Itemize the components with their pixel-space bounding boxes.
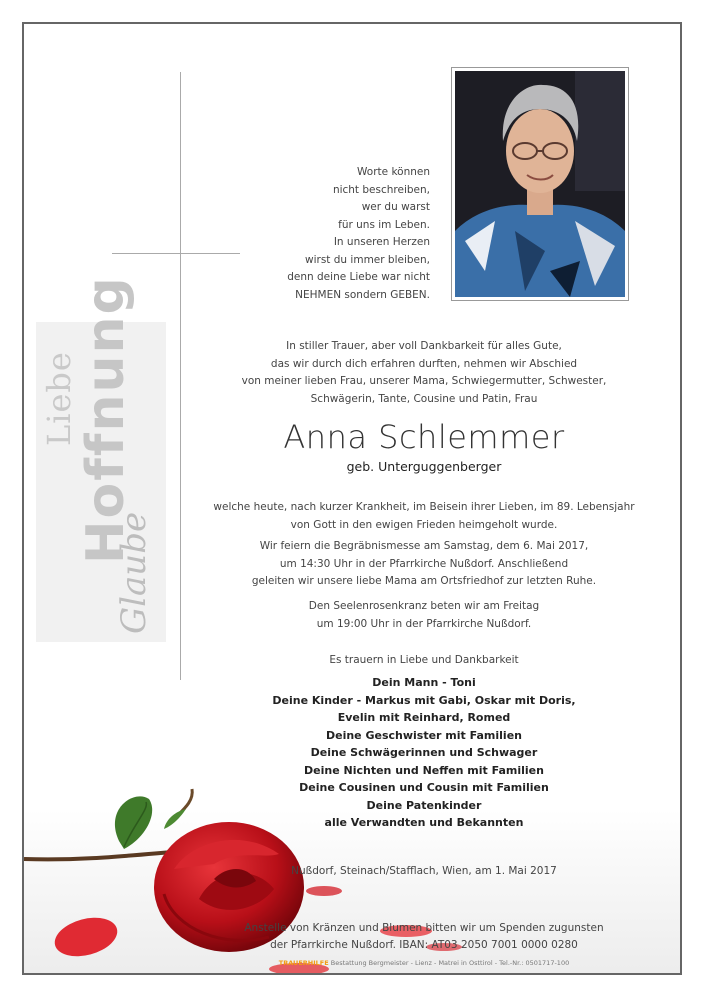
relatives-list	[184, 674, 664, 832]
relative-line: Deine Geschwister mit Familien	[325, 728, 522, 742]
word-hoffnung: Hoffnung	[76, 275, 136, 564]
footer	[184, 959, 664, 967]
poem-line: denn deine Liebe war nicht	[287, 271, 430, 283]
born-name: geb. Unterguggenberger	[346, 459, 502, 474]
relative-line: Evelin mit Reinhard, Romed	[337, 711, 511, 724]
footer-text: Bestattung Bergmeister - Lienz - Matrei in Osttirol - Tel.-Nr.: 0501717-100	[330, 959, 570, 967]
relative-line: Deine Nichten und Neffen mit Familien	[304, 763, 544, 777]
rosary-line: um 19:00 Uhr in der Pfarrkirche Nußdorf.	[316, 617, 532, 630]
intro-line: von meiner lieben Frau, unserer Mama, Schwiegermutter, Schwester,	[241, 375, 607, 387]
portrait-photo	[451, 67, 629, 301]
mourners-intro: Es trauern in Liebe und Dankbarkeit	[329, 654, 519, 666]
footer-brand-b: HILFE	[307, 959, 329, 967]
cross-vertical-line	[180, 72, 181, 680]
intro-line: In stiller Trauer, aber voll Dankbarkeit für alles Gute,	[286, 340, 562, 352]
poem	[264, 164, 430, 304]
donation-note	[184, 920, 664, 953]
obituary-card	[22, 22, 682, 975]
poem-line: wer du warst	[361, 201, 430, 213]
place-date: Nußdorf, Steinach/Stafflach, Wien, am 1. Mai 2017	[291, 865, 557, 877]
footer-brand-a: TRAUER	[278, 959, 308, 967]
poem-line: nicht beschreiben,	[332, 183, 430, 196]
relative-line: Deine Cousinen und Cousin mit Familien	[299, 781, 549, 794]
relative-line: Deine Patenkinder	[366, 798, 482, 812]
funeral-line: geleiten wir unsere liebe Mama am Ortsfriedhof zur letzten Ruhe.	[251, 575, 597, 587]
funeral-line: um 14:30 Uhr in der Pfarrkirche Nußdorf. Anschließend	[279, 557, 569, 570]
donation-line: der Pfarrkirche Nußdorf. IBAN: AT03 2050 7001 0000 0280	[270, 938, 578, 951]
death-notice	[184, 499, 664, 534]
word-glaube: Glaube	[114, 511, 154, 634]
relative-line: Dein Mann - Toni	[372, 676, 476, 689]
poem-line: NEHMEN sondern GEBEN.	[295, 288, 430, 301]
intro-line: Schwägerin, Tante, Cousine und Patin, Frau	[310, 392, 538, 405]
poem-line: für uns im Leben.	[338, 218, 430, 231]
funeral-line: Wir feiern die Begräbnismesse am Samstag, dem 6. Mai 2017,	[259, 540, 589, 552]
word-liebe: Liebe	[40, 351, 78, 446]
poem-line: In unseren Herzen	[333, 236, 430, 248]
deceased-name: Anna Schlemmer	[283, 418, 565, 456]
side-decoration	[36, 275, 166, 642]
cross-horizontal-line	[112, 253, 240, 254]
death-notice-line: welche heute, nach kurzer Krankheit, im Beisein ihrer Lieben, im 89. Lebensjahr	[213, 501, 635, 513]
poem-line: Worte können	[357, 166, 430, 178]
death-notice-line: von Gott in den ewigen Frieden heimgeholt wurde.	[290, 518, 558, 531]
rosary-line: Den Seelenrosenkranz beten wir am Freitag	[308, 600, 540, 612]
relative-line: Deine Schwägerinnen und Schwager	[310, 746, 538, 759]
poem-line: wirst du immer bleiben,	[305, 253, 430, 266]
intro-text	[184, 338, 664, 408]
rosary-info	[184, 598, 664, 633]
funeral-info	[184, 538, 664, 591]
relative-line: Deine Kinder - Markus mit Gabi, Oskar mit Doris,	[272, 693, 576, 707]
footer-brand	[279, 959, 329, 967]
donation-line: Anstelle von Kränzen und Blumen bitten wir um Spenden zugunsten	[244, 922, 604, 934]
relative-line: alle Verwandten und Bekannten	[324, 816, 524, 829]
intro-line: das wir durch dich erfahren durften, nehmen wir Abschied	[270, 357, 578, 370]
